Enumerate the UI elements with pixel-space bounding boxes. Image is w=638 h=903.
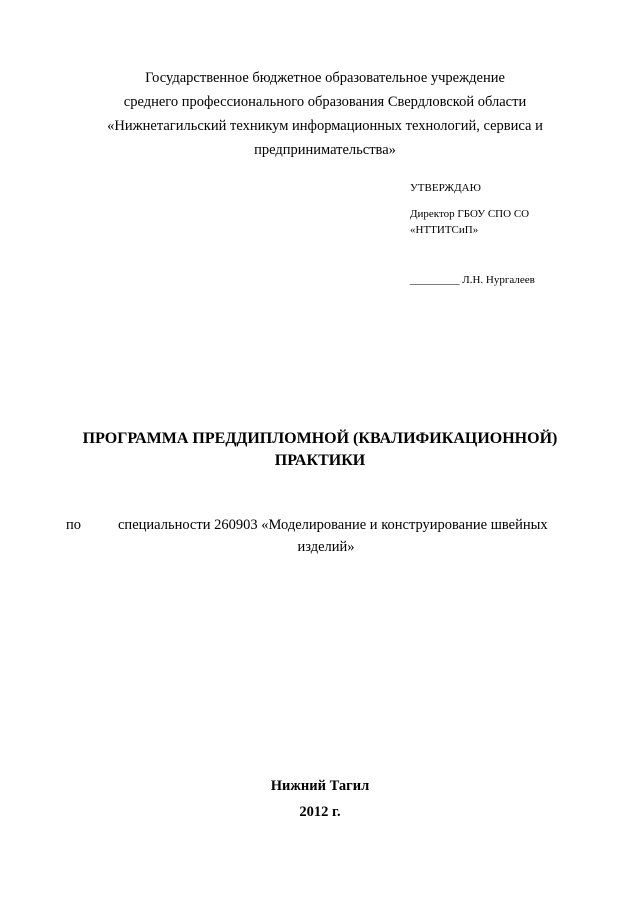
specialty-line-1-row bbox=[66, 514, 586, 536]
specialty-prefix: по bbox=[66, 517, 82, 533]
document-title-line-2: ПРАКТИКИ bbox=[274, 452, 366, 469]
header-line-1: Государственное бюджетное образовательное учреждение bbox=[145, 70, 505, 86]
footer-block bbox=[120, 773, 520, 825]
institution-header bbox=[60, 66, 590, 162]
approval-title: УТВЕРЖДАЮ bbox=[410, 182, 481, 194]
approval-signature-line: _________ Л.Н. Нургалеев bbox=[410, 274, 535, 286]
specialty-line-2: изделий» bbox=[297, 539, 355, 555]
header-line-3: «Нижнетагильский техникум информационных технологий, сервиса и bbox=[107, 118, 543, 134]
footer-year: 2012 г. bbox=[299, 804, 341, 820]
header-line-4: предпринимательства» bbox=[254, 142, 396, 158]
specialty-block bbox=[66, 514, 586, 558]
document-title bbox=[40, 428, 600, 472]
approval-position-line-1: Директор ГБОУ СПО СО bbox=[410, 208, 530, 220]
document-title-line-1: ПРОГРАММА ПРЕДДИПЛОМНОЙ (КВАЛИФИКАЦИОННОЙ) bbox=[82, 430, 558, 447]
footer-city: Нижний Тагил bbox=[270, 778, 370, 794]
approval-position-line-2: «НТТИТСиП» bbox=[410, 224, 479, 236]
header-line-2: среднего профессионального образования Свердловской области bbox=[123, 94, 527, 110]
specialty-line-1: специальности 260903 «Моделирование и конструирование швейных bbox=[118, 517, 548, 533]
